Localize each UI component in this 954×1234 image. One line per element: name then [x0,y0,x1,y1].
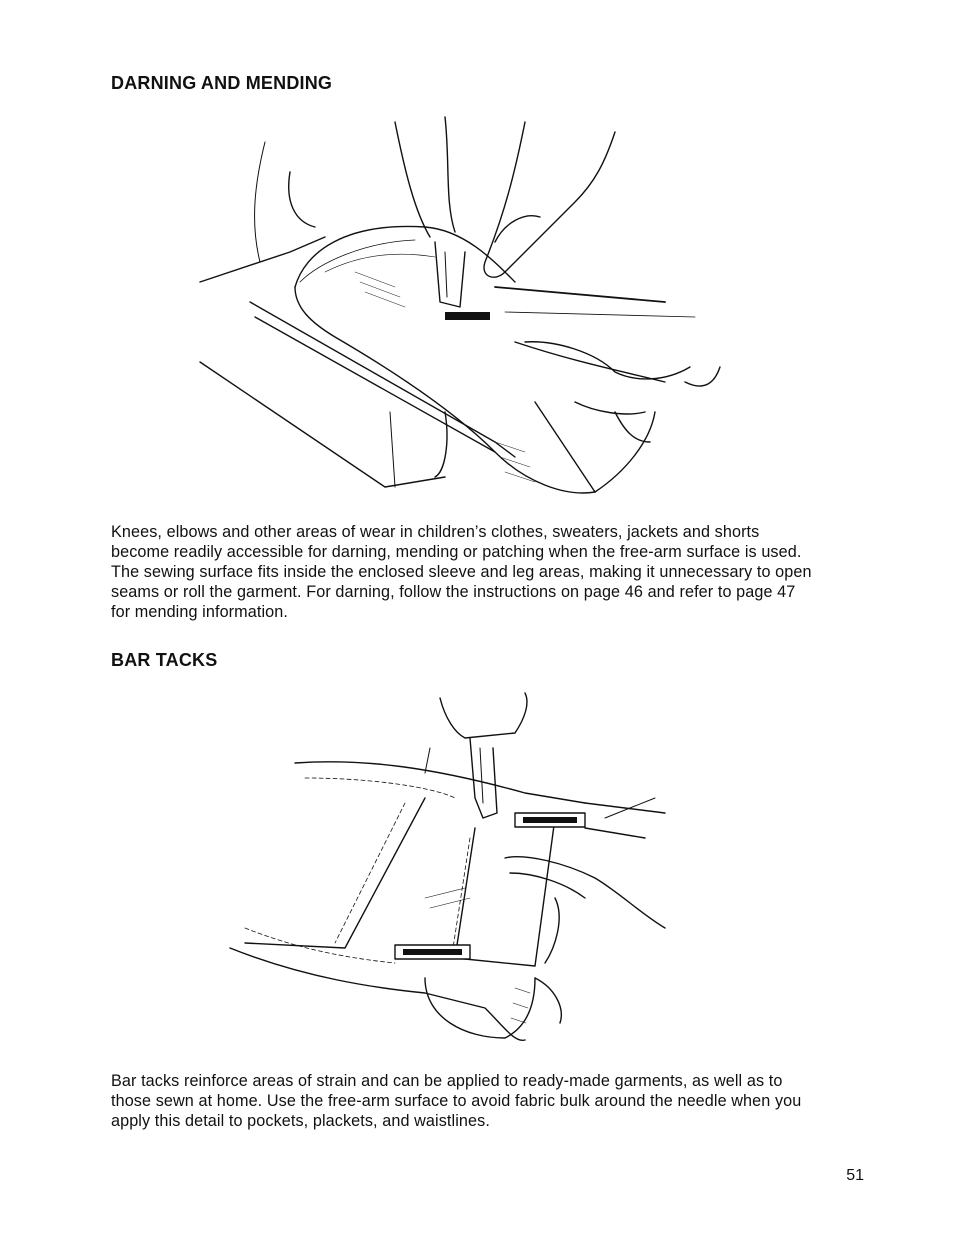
section-heading-bar-tacks: BAR TACKS [111,650,218,670]
darning-illustration [195,112,730,502]
darning-paragraph: Knees, elbows and other areas of wear in children’s clothes, sweaters, jackets and shorts become readily accessible for darning, mending or patching when the free-arm surface is used. The sewing surface fits inside the enclosed sleeve and leg areas, making it unnecessary to open seams or roll the garment. For darning, follow the instructions on page 46 and refer to page 47 for mending information. [111,523,812,621]
section-heading-darning: DARNING AND MENDING [111,73,333,93]
page-number: 51 [846,1167,864,1184]
bar-tacks-paragraph: Bar tacks reinforce areas of strain and can be applied to ready-made garments, as well as to those sewn at home. Use the free-arm surface to avoid fabric bulk around the needle when you apply this detail to pockets, plackets, and waistlines. [111,1072,802,1130]
bar-tacks-illustration [225,688,680,1046]
